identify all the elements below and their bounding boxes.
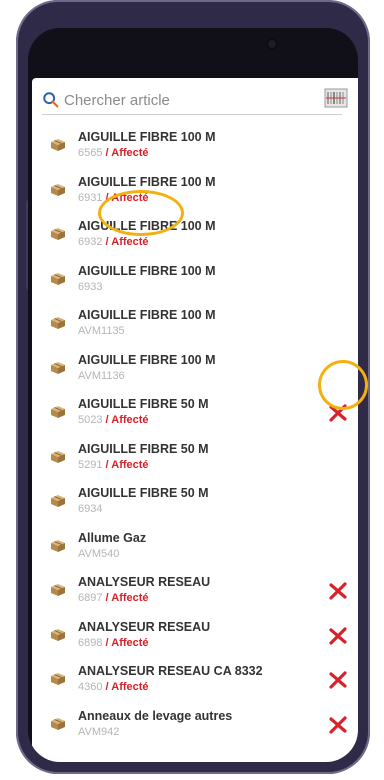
item-title: ANALYSEUR RESEAU bbox=[78, 619, 211, 634]
box-icon bbox=[50, 494, 66, 508]
item-title: Allume Gaz bbox=[78, 530, 147, 545]
list-item[interactable] bbox=[32, 302, 358, 347]
item-subtitle bbox=[78, 281, 102, 293]
box-icon bbox=[50, 316, 66, 330]
item-subtitle bbox=[78, 236, 149, 248]
list-item[interactable] bbox=[32, 658, 358, 703]
item-code: 6565 bbox=[78, 147, 103, 159]
item-title: AIGUILLE FIBRE 100 M bbox=[78, 308, 216, 322]
list-item[interactable] bbox=[32, 169, 358, 214]
item-code: 5291 bbox=[78, 458, 103, 471]
list-item[interactable] bbox=[32, 391, 358, 436]
item-code: 6898 bbox=[78, 636, 103, 649]
list-item[interactable] bbox=[32, 436, 358, 481]
box-icon bbox=[50, 672, 66, 686]
search-bar bbox=[42, 86, 342, 115]
item-subtitle bbox=[78, 147, 149, 159]
item-subtitle bbox=[78, 681, 149, 693]
item-subtitle bbox=[78, 637, 149, 649]
camera bbox=[268, 40, 276, 48]
item-title: Anneaux de levage autres bbox=[78, 708, 233, 723]
item-title: AIGUILLE FIBRE 100 M bbox=[78, 130, 216, 144]
barcode-scan-icon[interactable] bbox=[324, 88, 348, 108]
box-icon bbox=[50, 361, 66, 375]
item-title: AIGUILLE FIBRE 100 M bbox=[78, 352, 216, 367]
list-item[interactable] bbox=[32, 703, 358, 748]
box-icon bbox=[50, 405, 66, 419]
item-title: AIGUILLE FIBRE 100 M bbox=[78, 263, 216, 278]
item-status: / Affecté bbox=[102, 236, 149, 248]
item-title: AIGUILLE FIBRE 50 M bbox=[78, 441, 209, 456]
list-item[interactable] bbox=[32, 614, 358, 659]
item-status: / Affecté bbox=[102, 681, 149, 693]
box-icon bbox=[50, 583, 66, 597]
item-status: / Affecté bbox=[102, 191, 149, 204]
item-code: AVM942 bbox=[78, 725, 120, 738]
item-code: AVM1135 bbox=[78, 325, 125, 337]
box-icon bbox=[50, 717, 66, 731]
box-icon bbox=[50, 539, 66, 553]
item-title: ANALYSEUR RESEAU CA 8332 bbox=[78, 664, 263, 678]
item-title: ANALYSEUR RESEAU bbox=[78, 575, 211, 589]
list-item[interactable] bbox=[32, 525, 358, 570]
item-subtitle bbox=[78, 370, 125, 382]
article-list-app bbox=[32, 78, 358, 762]
list-item[interactable] bbox=[32, 124, 358, 169]
item-code: 5023 bbox=[78, 414, 103, 426]
item-status: / Affecté bbox=[102, 592, 149, 604]
box-icon bbox=[50, 138, 66, 152]
box-icon bbox=[50, 272, 66, 286]
box-icon bbox=[50, 628, 66, 642]
highlight-circle-status bbox=[98, 190, 184, 236]
item-code: 6933 bbox=[78, 280, 103, 293]
item-title: AIGUILLE FIBRE 50 M bbox=[78, 397, 209, 411]
item-subtitle bbox=[78, 414, 149, 426]
article-list bbox=[32, 124, 358, 747]
list-item[interactable] bbox=[32, 347, 358, 392]
item-code: 6931 bbox=[78, 191, 103, 204]
delete-x-icon[interactable] bbox=[328, 581, 348, 601]
item-subtitle bbox=[78, 592, 149, 604]
list-item[interactable] bbox=[32, 480, 358, 525]
item-code: 6934 bbox=[78, 503, 103, 515]
item-subtitle bbox=[78, 548, 119, 560]
item-code: 6897 bbox=[78, 592, 103, 604]
phone-screen bbox=[28, 28, 358, 762]
item-status: / Affecté bbox=[102, 147, 149, 159]
item-title: AIGUILLE FIBRE 100 M bbox=[78, 219, 216, 233]
list-item[interactable] bbox=[32, 569, 358, 614]
delete-x-icon[interactable] bbox=[328, 670, 348, 690]
delete-x-icon[interactable] bbox=[328, 626, 348, 646]
box-icon bbox=[50, 227, 66, 241]
item-code: AVM1136 bbox=[78, 369, 125, 382]
list-item[interactable] bbox=[32, 213, 358, 258]
item-subtitle bbox=[78, 503, 102, 515]
item-subtitle bbox=[78, 459, 149, 471]
item-code: AVM540 bbox=[78, 547, 120, 560]
item-subtitle bbox=[78, 325, 125, 337]
item-subtitle bbox=[78, 726, 119, 738]
delete-x-icon[interactable] bbox=[328, 715, 348, 735]
search-icon[interactable] bbox=[42, 91, 60, 109]
item-code: 6932 bbox=[78, 236, 103, 248]
item-status: / Affecté bbox=[102, 636, 149, 649]
item-title: AIGUILLE FIBRE 100 M bbox=[78, 174, 216, 189]
box-icon bbox=[50, 450, 66, 464]
item-status: / Affecté bbox=[102, 414, 149, 426]
item-code: 4360 bbox=[78, 681, 103, 693]
search-input[interactable] bbox=[64, 92, 284, 109]
item-title: AIGUILLE FIBRE 50 M bbox=[78, 486, 209, 500]
highlight-circle-delete bbox=[318, 360, 368, 410]
box-icon bbox=[50, 183, 66, 197]
item-status: / Affecté bbox=[102, 458, 149, 471]
list-item[interactable] bbox=[32, 258, 358, 303]
